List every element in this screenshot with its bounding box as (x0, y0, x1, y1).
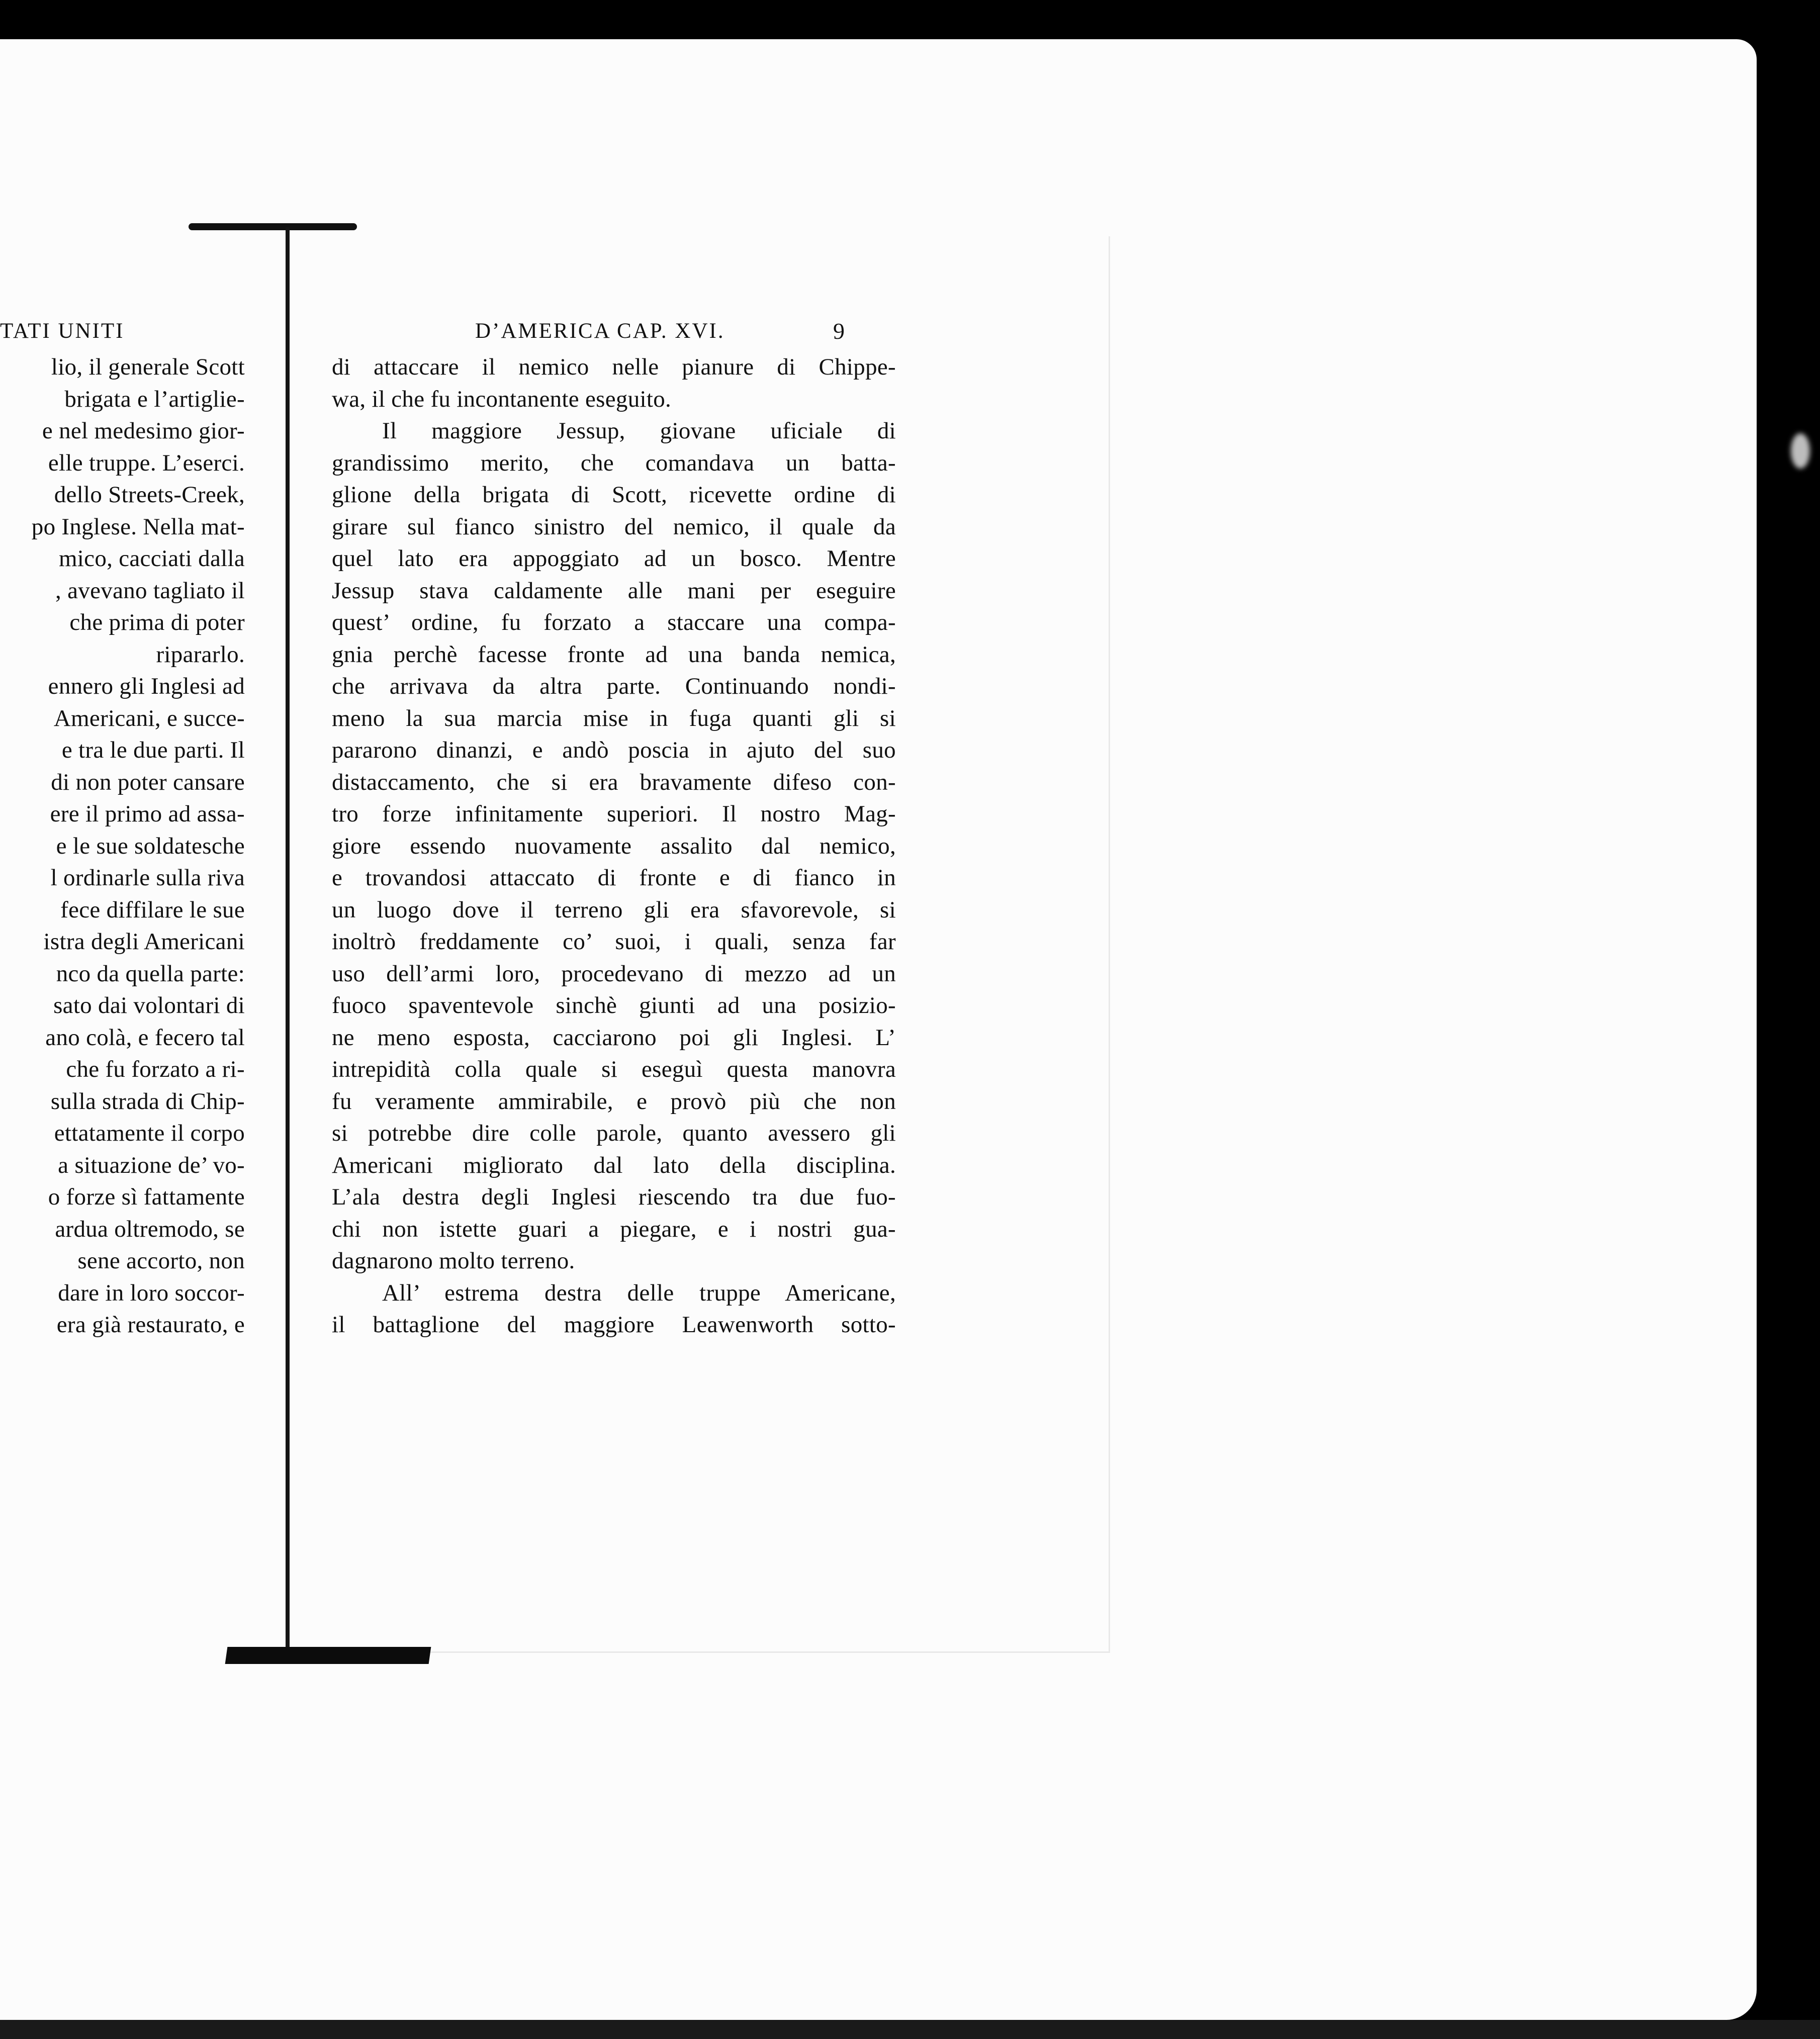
text-line: il battaglione del maggiore Leawenworth sotto- (332, 1312, 896, 1338)
text-line: ennero gli Inglesi ad (48, 673, 245, 699)
text-line: o forze sì fattamente (48, 1184, 245, 1210)
text-line: di non poter cansare (51, 769, 245, 795)
text-line: un luogo dove il terreno gli era sfavorevole, si (332, 896, 896, 923)
text-line: ano colà, e fecero tal (45, 1024, 245, 1051)
scan-shadow (1757, 39, 1820, 2020)
text-line: meno la sua marcia mise in fuga quanti gli si (332, 705, 896, 731)
text-line: sato dai volontari di (53, 992, 245, 1018)
text-line: dare in loro soccor- (58, 1279, 245, 1306)
text-line: po Inglese. Nella mat- (31, 513, 245, 540)
gutter-rule-bottom (225, 1647, 431, 1664)
scan-bottom-edge (0, 2020, 1820, 2039)
text-line: mico, cacciati dalla (58, 545, 245, 572)
text-line: di attaccare il nemico nelle pianure di Chippe- (332, 354, 896, 380)
text-line: ripararlo. (156, 641, 245, 668)
text-line: ardua oltremodo, se (55, 1216, 245, 1242)
text-line: si potrebbe dire colle parole, quanto avessero gli (332, 1120, 896, 1146)
text-line: elle truppe. L’eserci. (48, 449, 245, 476)
text-line: lio, il generale Scott (51, 354, 245, 380)
text-line: L’ala destra degli Inglesi riescendo tra due fuo- (332, 1184, 896, 1210)
text-line: e nel medesimo gior- (42, 418, 245, 444)
page-number: 9 (833, 318, 845, 344)
text-line: , avevano tagliato il (55, 577, 245, 604)
text-line: giore essendo nuovamente assalito dal nemico, (332, 832, 896, 859)
text-line: che fu forzato a ri- (66, 1056, 245, 1082)
text-line: Jessup stava caldamente alle mani per eseguire (332, 577, 896, 604)
text-line: nco da quella parte: (56, 960, 245, 987)
text-line: e trovandosi attaccato di fronte e di fianco in (332, 865, 896, 891)
text-line: dagnarono molto terreno. (332, 1248, 575, 1274)
text-line: uso dell’armi loro, procedevano di mezzo ad un (332, 960, 896, 987)
text-line: quest’ ordine, fu forzato a staccare una compa- (332, 609, 896, 635)
text-line: e tra le due parti. Il (61, 737, 245, 763)
text-line: e le sue soldatesche (56, 832, 245, 859)
text-line: ne meno esposta, cacciarono poi gli Inglesi. L’ (332, 1024, 896, 1051)
text-line: dello Streets-Creek, (54, 482, 245, 508)
text-line: wa, il che fu incontanente eseguito. (332, 386, 672, 412)
text-line: ere il primo ad assa- (50, 801, 245, 827)
text-line: a situazione de’ vo- (58, 1152, 245, 1178)
text-line: chi non istette guari a piegare, e i nostri gua- (332, 1216, 896, 1242)
text-line: All’ estrema destra delle truppe Americane, (382, 1279, 896, 1306)
right-page-text (332, 351, 896, 1341)
text-line: Il maggiore Jessup, giovane uficiale di (382, 418, 896, 444)
gutter-rule-top (189, 223, 357, 230)
text-line: inoltrò freddamente co’ suoi, i quali, senza far (332, 929, 896, 955)
text-line: sulla strada di Chip- (50, 1088, 245, 1115)
text-line: fuoco spaventevole sinchè giunti ad una posizio- (332, 992, 896, 1018)
text-line: istra degli Americani (43, 929, 245, 955)
scan-artifact (1791, 433, 1810, 469)
text-line: pararono dinanzi, e andò poscia in ajuto del suo (332, 737, 896, 763)
text-line: distaccamento, che si era bravamente difeso con- (332, 769, 896, 795)
text-line: Americani, e succe- (53, 705, 245, 731)
left-running-head: TATI UNITI (0, 319, 125, 343)
gutter-rule-vertical (286, 227, 290, 1650)
text-line: Americani migliorato dal lato della disciplina. (332, 1152, 896, 1178)
right-running-head: D’AMERICA CAP. XVI. (475, 319, 725, 343)
text-line: fece diffilare le sue (60, 896, 245, 923)
text-line: che arrivava da altra parte. Continuando nondi- (332, 673, 896, 699)
text-line: che prima di poter (69, 609, 245, 635)
text-line: intrepidità colla quale si eseguì questa manovra (332, 1056, 896, 1082)
text-line: glione della brigata di Scott, ricevette ordine di (332, 482, 896, 508)
text-line: quel lato era appoggiato ad un bosco. Mentre (332, 545, 896, 572)
text-line: fu veramente ammirabile, e provò più che non (332, 1088, 896, 1115)
text-line: gnia perchè facesse fronte ad una banda nemica, (332, 641, 896, 668)
left-page-text (0, 351, 245, 1341)
text-line: l ordinarle sulla riva (50, 865, 245, 891)
text-line: girare sul fianco sinistro del nemico, il quale da (332, 513, 896, 540)
text-line: tro forze infinitamente superiori. Il nostro Mag- (332, 801, 896, 827)
text-line: grandissimo merito, che comandava un batta- (332, 449, 896, 476)
text-line: ettatamente il corpo (54, 1120, 245, 1146)
text-line: sene accorto, non (77, 1248, 245, 1274)
text-line: era già restaurato, e (56, 1312, 245, 1338)
text-line: brigata e l’artiglie- (64, 386, 245, 412)
